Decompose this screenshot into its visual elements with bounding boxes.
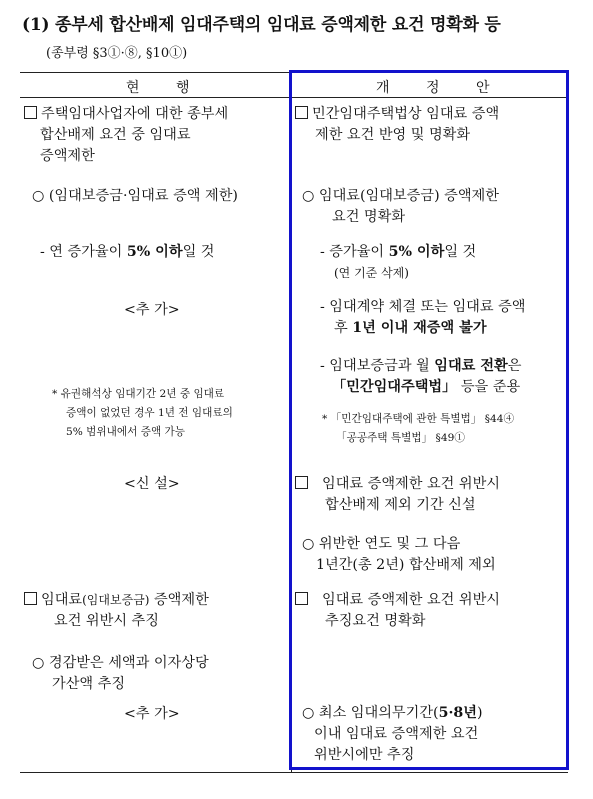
current-dash-1: - 연 증가율이 5% 이하일 것: [40, 244, 215, 260]
current-add-placeholder-2: <추 가>: [124, 706, 180, 722]
revised-dash-3: - 임대보증금과 월 임대료 전환은 「민간임대주택법」 등을 준용: [320, 358, 522, 395]
revised-note-1: * 「민간임대주택에 관한 특별법」 §44④ 「공공주택 특별법」 §49①: [322, 413, 515, 444]
legal-reference: (종부령 §3①·⑧, §10①): [46, 46, 188, 61]
revised-dash-2: - 임대계약 체결 또는 임대료 증액 후 1년 이내 재증액 불가: [320, 299, 526, 336]
revised-item-2: 임대료 증액제한 요건 위반시 합산배제 제외 기간 신설: [295, 474, 500, 516]
section-title: (1) 종부세 합산배제 임대주택의 임대료 증액제한 요건 명확화 등: [22, 15, 501, 35]
header-current: 현 행: [126, 80, 206, 96]
revised-dash-1-note: (연 기준 삭제): [334, 266, 409, 280]
current-add-placeholder-1: <추 가>: [124, 302, 180, 318]
checkbox-square-icon: [295, 106, 308, 119]
current-note-1: * 유권해석상 임대기간 2년 중 임대료 증액이 없었던 경우 1년 전 임대료의 5% 범위내에서 증액 가능: [52, 388, 233, 438]
revised-dash-1: - 증가율이 5% 이하일 것: [320, 244, 477, 260]
revised-circle-3: ○ 최소 임대의무기간(5·8년) 이내 임대료 증액제한 요건 위반시에만 추징: [302, 705, 483, 763]
current-item-2: 임대료(임대보증금) 증액제한 요건 위반시 추징: [24, 590, 209, 632]
header-revised: 개 정 안: [376, 80, 506, 96]
table-bottom-border: [20, 772, 568, 773]
revised-item-3: 임대료 증액제한 요건 위반시 추징요건 명확화: [295, 590, 500, 632]
revised-circle-2: ○ 위반한 연도 및 그 다음 1년간(총 2년) 합산배제 제외: [302, 536, 496, 573]
revised-circle-1: ○ 임대료(임대보증금) 증액제한 요건 명확화: [302, 188, 499, 225]
checkbox-square-icon: [24, 106, 37, 119]
current-circle-2: ○ 경감받은 세액과 이자상당 가산액 추징: [32, 655, 209, 692]
revised-item-1: 민간임대주택법상 임대료 증액 제한 요건 반영 및 명확화: [295, 104, 499, 146]
checkbox-square-icon: [295, 476, 308, 489]
checkbox-square-icon: [295, 592, 308, 605]
current-circle-1: ○ (임대보증금·임대료 증액 제한): [32, 188, 238, 204]
current-item-1: 주택임대사업자에 대한 종부세 합산배제 요건 중 임대료 증액제한: [24, 104, 228, 167]
checkbox-square-icon: [24, 592, 37, 605]
current-new-placeholder: <신 설>: [124, 476, 180, 492]
